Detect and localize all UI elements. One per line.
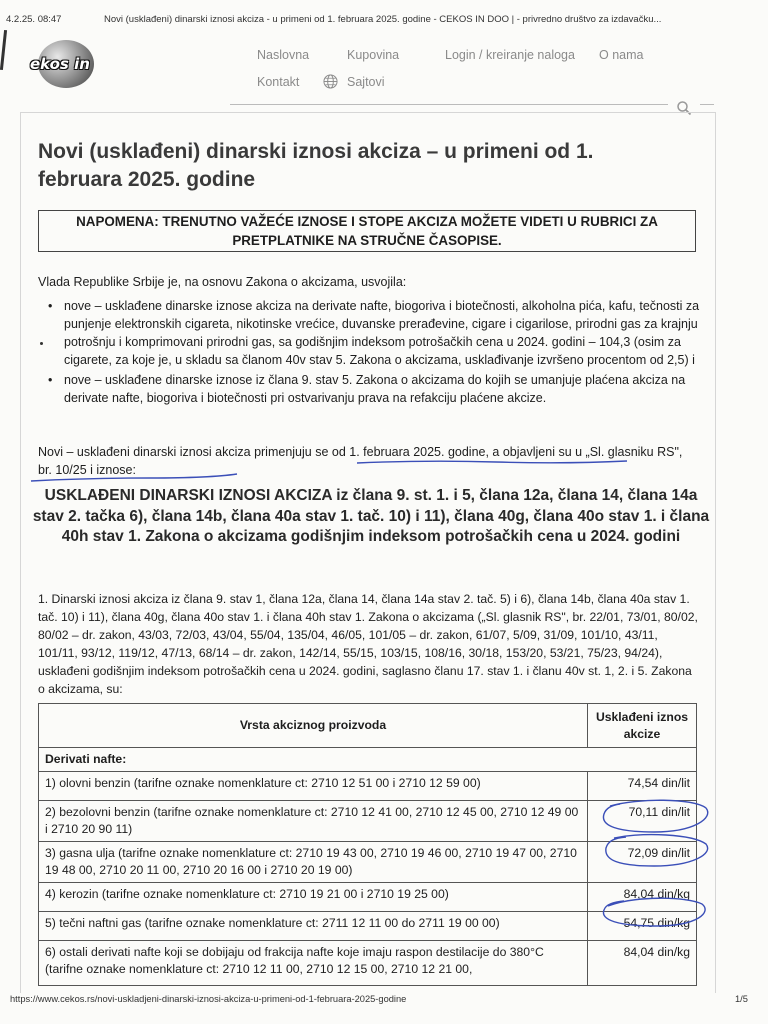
excise-table xyxy=(38,703,697,986)
pen-underline xyxy=(30,473,238,483)
table-row xyxy=(39,842,697,883)
section-heading: USKLAĐENI DINARSKI IZNOSI AKCIZA iz člana 9. st. 1. i 5, člana 12a, člana 14, člana 14a stav 2. tačka 6), člana 14b, člana 40a stav 1. tač. 10) i 11), člana 40g, člana 40o stav 1. i člana 40h stav 1. Zakona o akcizama godišnjim indeksom potrošačkih cena u 2024. godini xyxy=(32,487,710,545)
adopted-list xyxy=(38,297,724,409)
print-timestamp: 4.2.25. 08:47 xyxy=(6,14,62,25)
cekos-logo[interactable] xyxy=(30,40,100,88)
pen-mark xyxy=(0,30,7,70)
product-cell: 3) gasna ulja (tarifne oznake nomenklature ct: 2710 19 43 00, 2710 19 46 00, 2710 19 47 00, 2710 19 48 00, 2710 20 11 00, 2710 20 16 00 i 2710 20 19 00) xyxy=(39,842,588,883)
product-cell: 5) tečni naftni gas (tarifne oznake nomenklature ct: 2711 12 11 00 do 2711 19 00 00) xyxy=(39,912,588,941)
nav-item-sajtovi[interactable]: Sajtovi xyxy=(347,75,385,89)
nav-divider xyxy=(230,104,668,105)
page-title: Novi (usklađeni) dinarski iznosi akciza – u primeni od 1. februara 2025. godine xyxy=(38,140,594,191)
list-item: • nove – usklađene dinarske iznose akciza na derivate nafte, biogoriva i biotečnosti, alkoholna pića, kafu, tečnosti za punjenje elektronskih cigareta, nikotinske vrećice, duvanske prerađevine, cigare i cigarilose, prirodni gas za krajnju potrošnju i komprimovani prirodni gas, sa godišnjim indeksom potrošačkih cena u 2024. godini – 104,3 (osim za cigarete, za koje je, u skladu sa članom 40v stav 5. Zakona o akcizama, usklađivanje izvršeno procentom od 2,5) i xyxy=(64,297,724,369)
product-cell: 4) kerozin (tarifne oznake nomenklature ct: 2710 19 21 00 i 2710 19 25 00) xyxy=(39,883,588,912)
table-row xyxy=(39,941,697,986)
amount-cell: 84,04 din/kg xyxy=(588,941,697,986)
amount-cell: 72,09 din/lit xyxy=(588,842,697,883)
amount-cell: 74,54 din/lit xyxy=(588,772,697,801)
logo-text: ekos in xyxy=(30,55,90,73)
print-header xyxy=(6,14,756,25)
nav-item-kontakt[interactable]: Kontakt xyxy=(257,75,300,89)
footer-page-number: 1/5 xyxy=(735,994,748,1004)
amount-cell: 84,04 din/kg xyxy=(588,883,697,912)
amount-cell: 54,75 din/kg xyxy=(588,912,697,941)
table-row xyxy=(39,801,697,842)
nav-item-naslovna[interactable]: Naslovna xyxy=(257,48,310,62)
subscriber-note: NAPOMENA: TRENUTNO VAŽEĆE IZNOSE I STOPE AKCIZA MOŽETE VIDETI U RUBRICI ZA PRETPLATNIKE NA STRUČNE ČASOPISE. xyxy=(38,210,696,252)
table-row xyxy=(39,772,697,801)
table-group-row xyxy=(39,748,697,772)
list-item: • nove – usklađene dinarske iznose iz člana 9. stav 5. Zakona o akcizama do kojih se umanjuje plaćena akciza na derivate nafte, biogoriva i biotečnosti pri ostvarivanju prava na refakciju plaćene akcize. xyxy=(64,371,724,407)
application-text: Novi – usklađeni dinarski iznosi akciza primenjuju se od 1. februara 2025. godine, a objavljeni su u „Sl. glasniku RS", br. 10/25 i iznose: xyxy=(38,445,683,477)
globe-icon[interactable] xyxy=(323,74,338,89)
scan-speck xyxy=(40,342,43,345)
nav-item-kupovina[interactable]: Kupovina xyxy=(347,48,400,62)
table-header-row xyxy=(39,704,697,748)
group-label: Derivati nafte: xyxy=(39,748,697,772)
footer-url: https://www.cekos.rs/novi-uskladjeni-dinarski-iznosi-akciza-u-primeni-od-1-februara-2025-godine xyxy=(10,994,407,1004)
print-page-title: Novi (usklađeni) dinarski iznosi akciza - u primeni od 1. februara 2025. godine - CEKOS IN DOO | - privredno društvo za izdavačku... xyxy=(104,14,662,25)
amount-cell: 70,11 din/lit xyxy=(588,801,697,842)
column-header-product: Vrsta akciznog proizvoda xyxy=(39,704,588,748)
nav-item-o-nama[interactable]: O nama xyxy=(599,48,644,62)
product-cell: 2) bezolovni benzin (tarifne oznake nomenklature ct: 2710 12 41 00, 2710 12 45 00, 2710 12 49 00 i 2710 20 90 11) xyxy=(39,801,588,842)
product-cell: 6) ostali derivati nafte koji se dobijaju od frakcija nafte koje imaju raspon destilacije do 380°C (tarifne oznake nomenklature ct: 2710 12 11 00, 2710 12 15 00, 2710 12 21 00, xyxy=(39,941,588,986)
product-cell: 1) olovni benzin (tarifne oznake nomenklature ct: 2710 12 51 00 i 2710 12 59 00) xyxy=(39,772,588,801)
intro-text: Vlada Republike Srbije je, na osnovu Zakona o akcizama, usvojila: xyxy=(38,275,407,289)
column-header-amount: Usklađeni iznos akcize xyxy=(588,704,697,748)
nav-divider-right xyxy=(700,104,714,105)
nav-item-login[interactable]: Login / kreiranje naloga xyxy=(445,48,575,62)
pen-underline xyxy=(356,459,628,465)
table-row xyxy=(39,883,697,912)
legal-paragraph: 1. Dinarski iznosi akciza iz člana 9. stav 1, člana 12a, člana 14, člana 14a stav 2. tač. 5) i 6), člana 14b, člana 40a stav 1. tač. 10) i 11), člana 40g, člana 40o stav 1. i člana 40h stav 1. Zakona o akcizama („Sl. glasnik RS", br. 22/01, 73/01, 80/02, 80/02 – dr. zakon, 43/03, 72/03, 43/04, 55/04, 135/04, 46/05, 101/05 – dr. zakon, 61/07, 5/09, 31/09, 101/10, 43/11, 101/11, 93/12, 119/12, 47/13, 68/14 – dr. zakon, 142/14, 55/15, 103/15, 108/16, 30/18, 153/20, 53/21, 75/23, 94/24), usklađeni godišnjim indeksom potrošačkih cena u 2024. godini, saglasno članu 17. stav 1. i članu 40v st. 1, 2. i 5. Zakona o akcizama, su: xyxy=(38,592,698,696)
table-row xyxy=(39,912,697,941)
